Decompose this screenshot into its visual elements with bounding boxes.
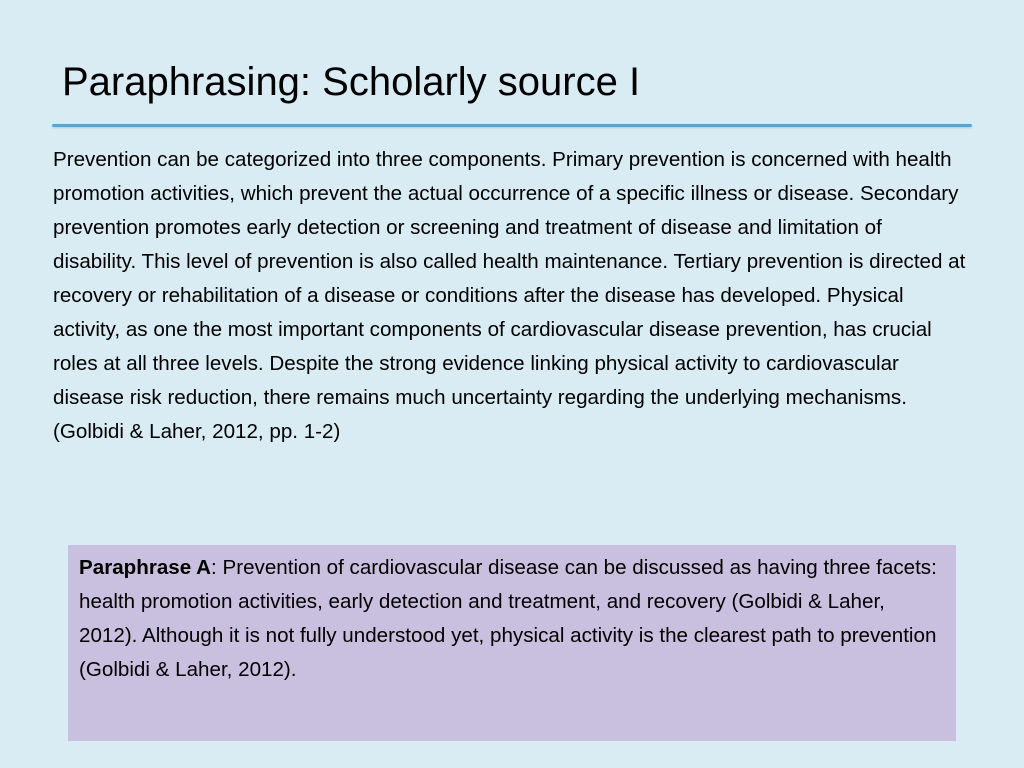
- source-quote: Prevention can be categorized into three components. Primary prevention is concerned with health promotion activities, which prevent the actual occurrence of a specific illness or disease. Secondary prevention promotes early detection or screening and treatment of disease and limitation of disability. This level of prevention is also called health maintenance. Tertiary prevention is directed at recovery or rehabilitation of a disease or conditions after the disease has developed. Physical activity, as one the most important components of cardiovascular disease prevention, has crucial roles at all three levels. Despite the strong evidence linking physical activity to cardiovascular disease risk reduction, there remains much uncertainty regarding the underlying mechanisms. (Golbidi & Laher, 2012, pp. 1-2): [53, 148, 966, 443]
- paraphrase-box: [68, 545, 956, 741]
- paraphrase-label: Paraphrase A: [79, 556, 212, 579]
- paraphrase-paragraph: [79, 551, 946, 687]
- title-divider: [52, 124, 972, 127]
- paraphrase-body: Prevention of cardiovascular disease can be discussed as having three facets: health promotion activities, early detection and treatment, and recovery (Golbidi & Laher, 2012). Although it is not fully understood yet, physical activity is the clearest path to prevention (Golbidi & Laher, 2012).: [79, 556, 937, 681]
- slide-title: Paraphrasing: Scholarly source I: [62, 60, 641, 104]
- paraphrase-separator: :: [211, 556, 223, 579]
